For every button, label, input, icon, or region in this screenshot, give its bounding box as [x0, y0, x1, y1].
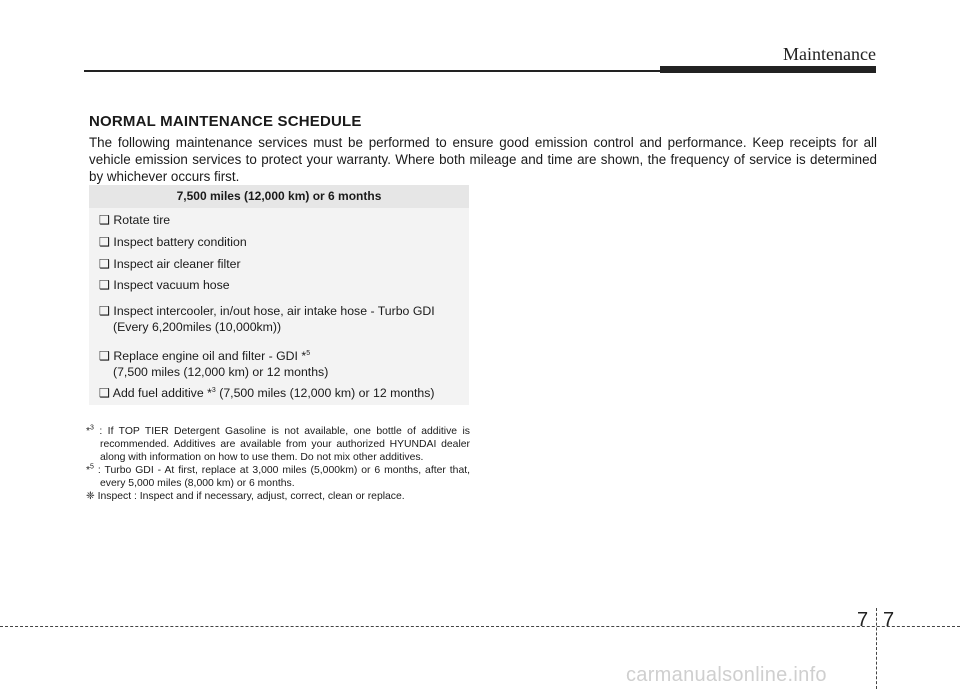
- checkbox-icon: ❑: [99, 386, 111, 400]
- checkbox-icon: ❑: [99, 235, 111, 249]
- header-rule-thin: [84, 70, 664, 72]
- schedule-item-text: Inspect intercooler, in/out hose, air intake hose - Turbo GDI: [113, 304, 435, 318]
- schedule-interval-header: 7,500 miles (12,000 km) or 6 months: [89, 185, 469, 208]
- footnote-3: *$^3$ : If TOP TIER Detergent Gasoline is not available, one bottle of additive is recommended. Additives are available from your authorized HYUNDAI dealer along with information on how to use them. Do not mix other additives.: [86, 424, 470, 463]
- checkbox-icon: ❑: [99, 213, 111, 227]
- schedule-item-text: Rotate tire: [113, 213, 171, 227]
- footnote-ref: 3: [211, 386, 216, 394]
- checkbox-icon: ❑: [99, 257, 111, 271]
- schedule-item-text: Replace engine oil and filter - GDI *: [113, 349, 307, 363]
- schedule-item-subtext: (Every 6,200miles (10,000km)): [113, 320, 282, 334]
- header-rule-thick: [660, 66, 876, 73]
- schedule-box: [89, 185, 469, 405]
- schedule-item-after: (7,500 miles (12,000 km) or 12 months): [219, 386, 435, 400]
- schedule-item-text: Inspect vacuum hose: [113, 278, 230, 292]
- schedule-item: [99, 303, 435, 335]
- watermark: carmanualsonline.info: [626, 664, 827, 686]
- section-title: Maintenance: [783, 44, 876, 64]
- schedule-item: [99, 385, 435, 401]
- schedule-item: [99, 234, 247, 250]
- schedule-item: [99, 212, 170, 228]
- page-number: 7: [883, 609, 895, 631]
- schedule-item-text: Inspect battery condition: [113, 235, 247, 249]
- schedule-item-text: Add fuel additive *: [112, 386, 212, 400]
- asterisk-bullet-icon: ❈: [86, 491, 95, 502]
- schedule-item-subtext: (7,500 miles (12,000 km) or 12 months): [113, 365, 329, 379]
- footnote-inspect: ❈ Inspect : Inspect and if necessary, adjust, correct, clean or replace.: [86, 491, 405, 502]
- schedule-item: [99, 256, 241, 272]
- page-chapter-number: 7: [857, 609, 869, 631]
- footnotes: [86, 425, 470, 503]
- footnote-ref: 5: [306, 349, 311, 357]
- checkbox-icon: ❑: [99, 304, 111, 318]
- page-heading: NORMAL MAINTENANCE SCHEDULE: [89, 113, 362, 130]
- schedule-item: [99, 348, 328, 380]
- schedule-item: [99, 277, 230, 293]
- footer-dashed-line: [0, 626, 960, 627]
- checkbox-icon: ❑: [99, 349, 111, 363]
- intro-paragraph: The following maintenance services must be performed to ensure good emission control and performance. Keep receipts for all vehicle emission services to protect your warranty. Where both mileage and time are shown, the frequency of service is determined by whichever occurs first.: [89, 135, 877, 184]
- checkbox-icon: ❑: [99, 278, 111, 292]
- footnote-5: *$^5$ : Turbo GDI - At first, replace at 3,000 miles (5,000km) or 6 months, after that, every 5,000 miles (8,000 km) or 6 months.: [86, 463, 470, 489]
- footer-divider: [876, 608, 877, 689]
- schedule-item-text: Inspect air cleaner filter: [113, 257, 241, 271]
